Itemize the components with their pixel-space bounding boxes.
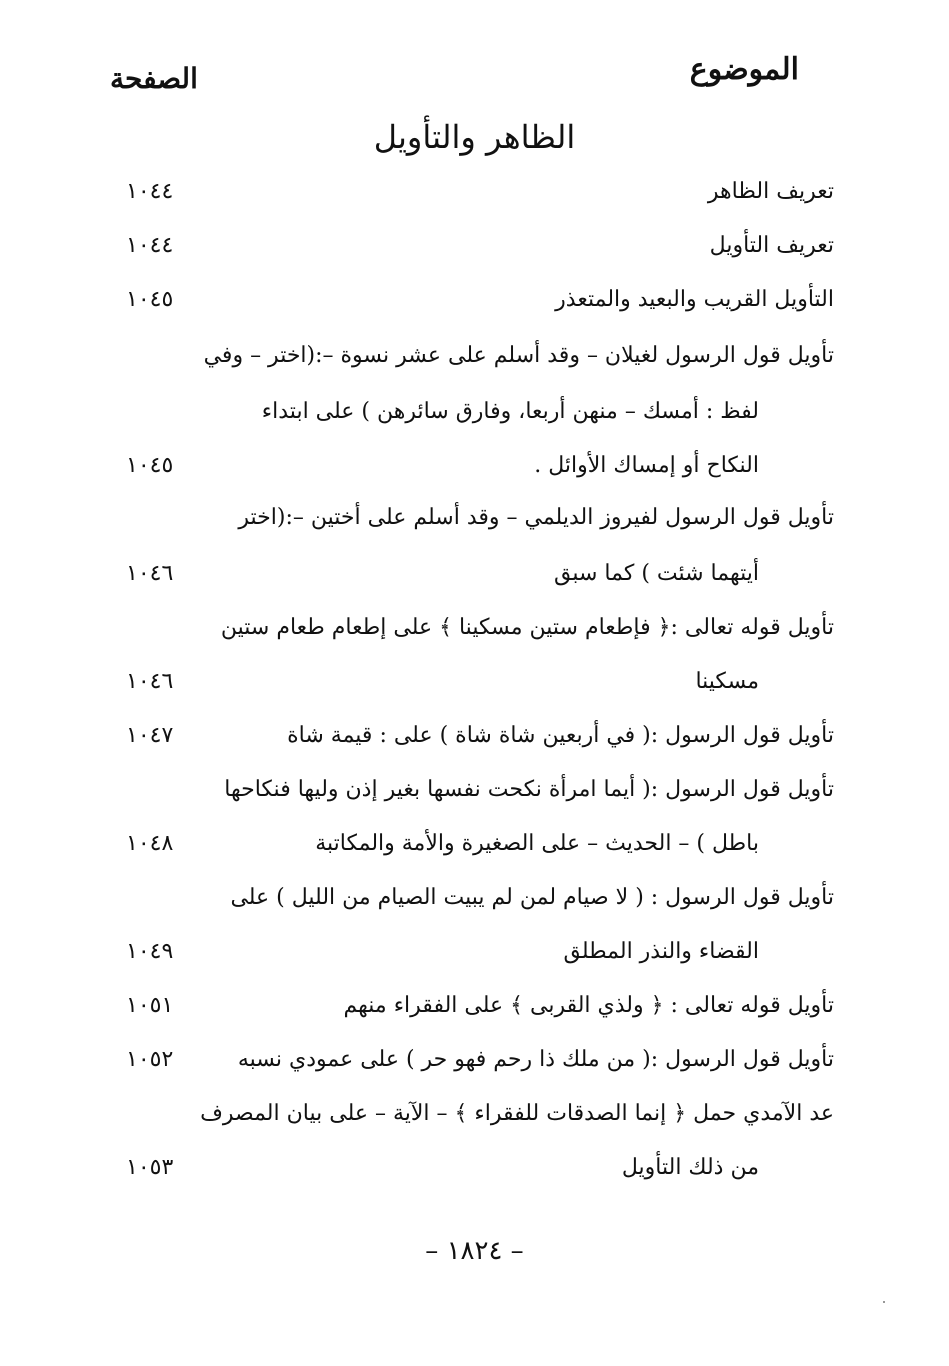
toc-entry-text-continued: باطل ) – الحديث – على الصغيرة والأمة والمكاتبة (315, 831, 759, 856)
toc-entry-text: تأويل قول الرسول لفيروز الديلمي – وقد أسلم على أختين –:(اختر (238, 505, 834, 530)
toc-entry-text: تعريف التأويل (709, 233, 834, 258)
toc-entry-text: تأويل قول الرسول :( في أربعين شاة شاة ) على : قيمة شاة (287, 723, 834, 748)
toc-entry-text: تأويل قول الرسول :( أيما امرأة نكحت نفسها بغير إذن وليها فنكاحها (224, 777, 834, 802)
toc-entry-text: التأويل القريب والبعيد والمتعذر (555, 287, 834, 312)
toc-entry-text-continued: القضاء والنذر المطلق (563, 939, 759, 964)
toc-entry-text-continued: أيتهما شئت ) كما سبق (554, 561, 759, 586)
toc-entry-page: ١٠٤٧ (126, 723, 174, 748)
toc-entry-text-continued: مسكينا (695, 669, 759, 694)
scan-speck (883, 1301, 885, 1303)
toc-entry-text: تأويل قوله تعالى : ﴿ ولذي القربى ﴾ على الفقراء منهم (343, 993, 834, 1018)
topic-column-header: الموضوع (689, 52, 799, 87)
section-title: الظاهر والتأويل (373, 118, 576, 156)
toc-entry-page: ١٠٤٥ (126, 287, 174, 312)
page-column-header: الصفحة (110, 62, 198, 95)
toc-entry-text: تعريف الظاهر (707, 179, 834, 204)
toc-entry-text-continued: من ذلك التأويل (621, 1155, 759, 1180)
toc-entry-page: ١٠٤٤ (126, 233, 174, 258)
page-number-footer: – ١٨٢٤ – (425, 1236, 524, 1266)
toc-entry-page: ١٠٤٦ (126, 669, 174, 694)
toc-entry-text: تأويل قول الرسول : ( لا صيام لمن لم يبيت الصيام من الليل ) على (230, 885, 834, 910)
toc-entry-page: ١٠٤٩ (126, 939, 174, 964)
toc-entry-text: تأويل قول الرسول :( من ملك ذا رحم فهو حر ) على عمودي نسبه (237, 1047, 834, 1072)
toc-entry-page: ١٠٤٥ (126, 453, 174, 478)
toc-entry-page: ١٠٥٣ (126, 1155, 174, 1180)
toc-entry-page: ١٠٤٤ (126, 179, 174, 204)
toc-entry-text: عد الآمدي حمل ﴿ إنما الصدقات للفقراء ﴾ – الآية – على بيان المصرف (200, 1101, 834, 1126)
toc-entry-text-continued: النكاح أو إمساك الأوائل . (534, 453, 759, 478)
toc-entry-text-continued: لفظ : أمسك – منهن أربعا، وفارق سائرهن ) على ابتداء (261, 399, 759, 424)
toc-entry-page: ١٠٤٨ (126, 831, 174, 856)
toc-entry-text: تأويل قول الرسول لغيلان – وقد أسلم على عشر نسوة –:(اختر – وفي (203, 343, 834, 368)
toc-entry-page: ١٠٥١ (126, 993, 174, 1018)
toc-entry-page: ١٠٥٢ (126, 1047, 174, 1072)
toc-entry-page: ١٠٤٦ (126, 561, 174, 586)
toc-entry-text: تأويل قوله تعالى :﴿ فإطعام ستين مسكينا ﴾ على إطعام طعام ستين (220, 615, 834, 640)
